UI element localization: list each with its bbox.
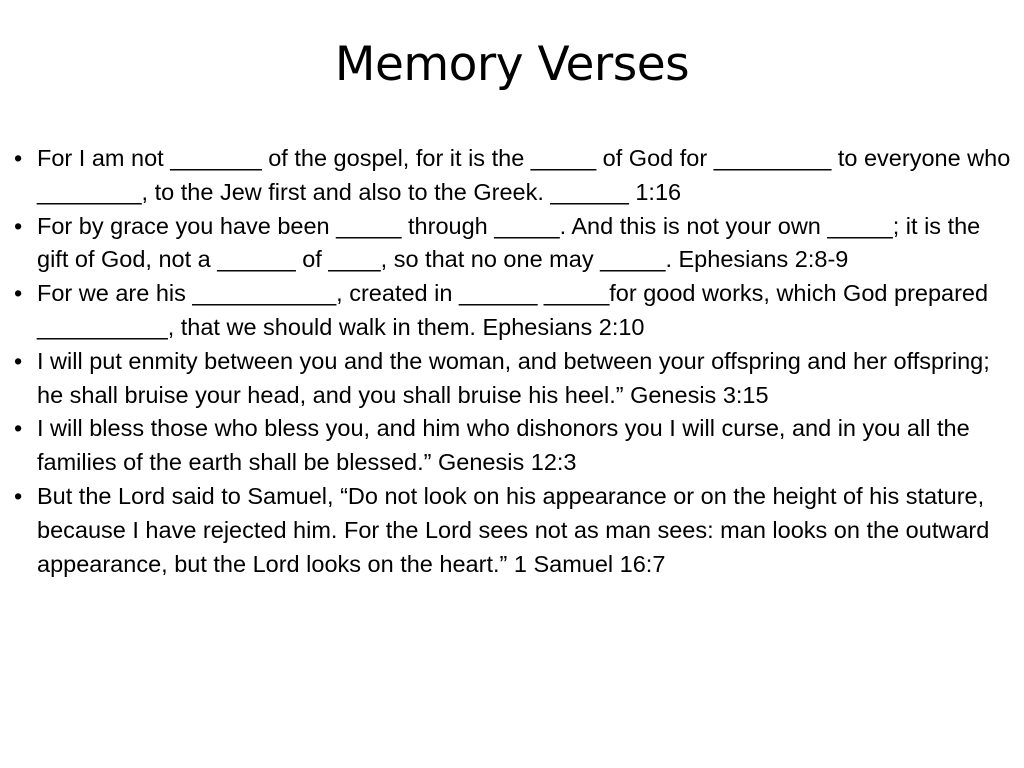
verse-item <box>14 345 1018 413</box>
verse-list <box>14 142 1018 581</box>
bullet-icon: • <box>14 415 23 442</box>
verse-item <box>14 277 1018 345</box>
bullet-icon: • <box>14 280 23 307</box>
bullet-icon: • <box>14 145 23 171</box>
verse-item <box>14 210 1018 278</box>
verse-text: For by grace you have been _____ through _____. And this is not your own _____; it is the gift of God, not a ______ of ____, so that no one may _____. Ephesians 2:8-9 <box>37 212 981 273</box>
slide-title: Memory Verses <box>334 37 690 92</box>
verse-text: But the Lord said to Samuel, “Do not look on his appearance or on the height of his stature, because I have rejected him. For the Lord sees not as man sees: man looks on the outward appearance, but the Lord looks on the heart.” 1 Samuel 16:7 <box>37 482 990 577</box>
verse-text: For we are his ___________, created in ______ _____for good works, which God prepared __________, that we should walk in them. Ephesians 2:10 <box>37 280 989 340</box>
verse-item <box>14 412 1018 480</box>
bullet-icon: • <box>14 482 23 509</box>
verse-text: For I am not _______ of the gospel, for it is the _____ of God for _________ to everyone who ________, to the Jew first and also to the Greek. ______ 1:16 <box>37 145 1011 205</box>
verse-text: I will bless those who bless you, and him who dishonors you I will curse, and in you all the families of the earth shall be blessed.” Genesis 12:3 <box>37 415 970 476</box>
verse-item <box>14 142 1018 210</box>
verse-text: I will put enmity between you and the woman, and between your offspring and her offspring; he shall bruise your head, and you shall bruise his heel.” Genesis 3:15 <box>37 347 990 408</box>
bullet-icon: • <box>14 212 23 239</box>
verse-item <box>14 480 1018 581</box>
bullet-icon: • <box>14 347 23 374</box>
